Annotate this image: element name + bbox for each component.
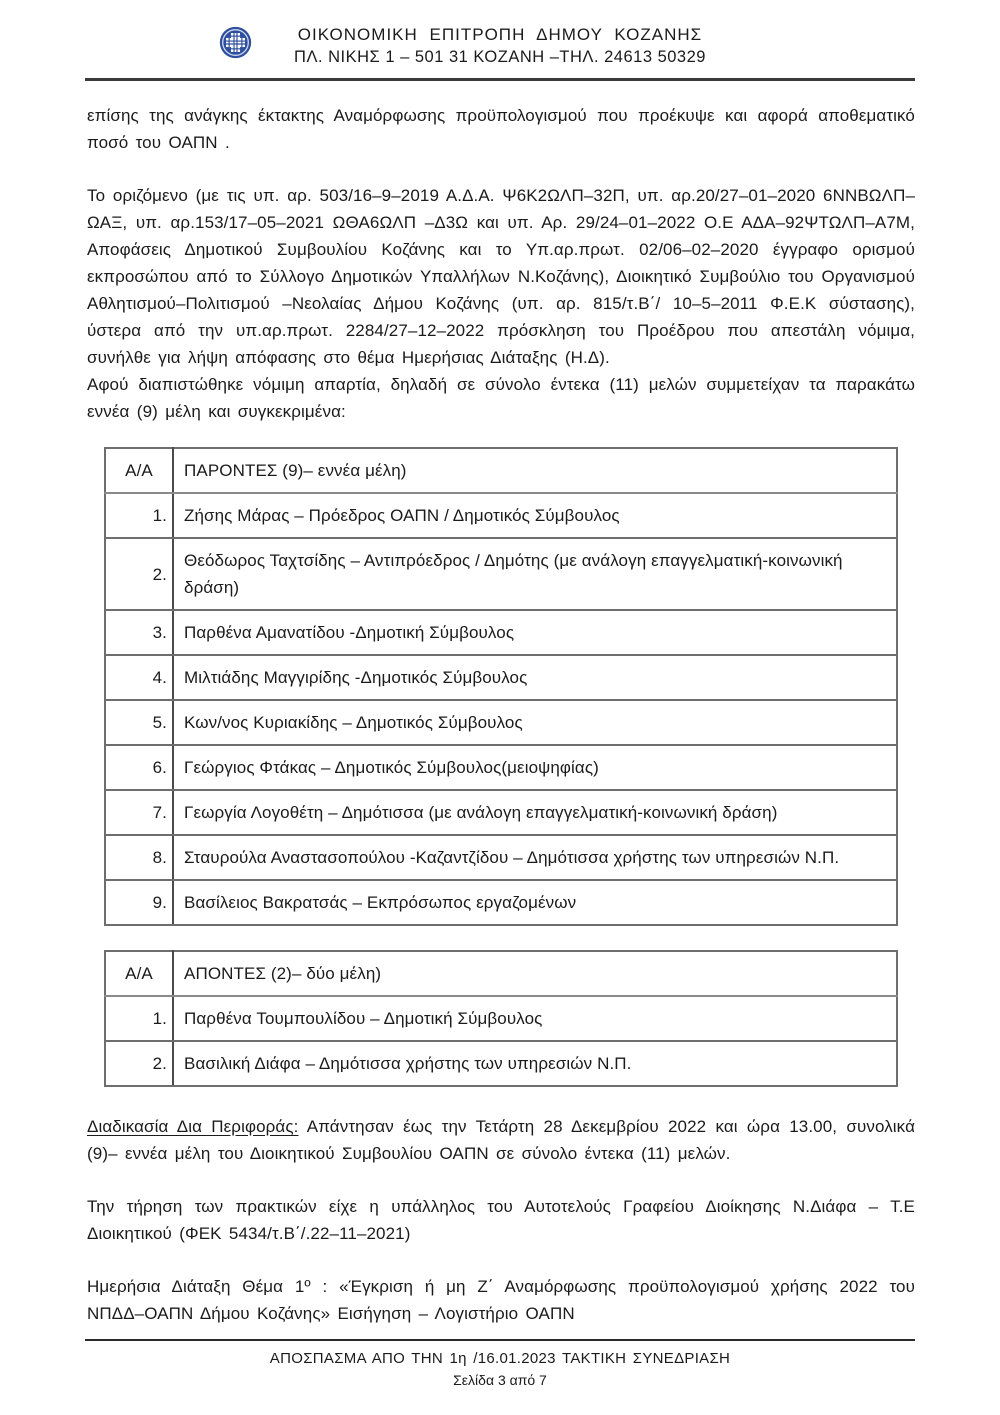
- table-row: [105, 610, 897, 655]
- member-description: Γεωργία Λογοθέτη – Δημότισσα (με ανάλογη επαγγελματική-κοινωνική δράση): [173, 790, 897, 835]
- decisions-reference-paragraph: Το οριζόμενο (με τις υπ. αρ. 503/16–9–2019 Α.Δ.Α. Ψ6Κ2ΩΛΠ–32Π, υπ. αρ.20/27–01–2020 6ΝΝΒΩΛΠ–ΩΑΞ, υπ. αρ.153/17–05–2021 ΩΘΑ6ΩΛΠ –Δ3Ω και υπ. Αρ. 29/24–01–2022 Ο.Ε ΑΔΑ–92ΨΤΩΛΠ–Α7Μ, Αποφάσεις Δημοτικού Συμβουλίου Κοζάνης και το Υπ.αρ.πρωτ. 02/06–02–2020 έγγραφο ορισμού εκπροσώπου από το Σύλλογο Δημοτικών Υπαλλήλων Ν.Κοζάνης), Διοικητικό Συμβούλιο του Οργανισμού Αθλητισμού–Πολιτισμού –Νεολαίας Δήμου Κοζάνης (υπ. αρ. 815/τ.Β΄/ 10–5–2011 Φ.Ε.Κ σύστασης), ύστερα από την υπ.αρ.πρωτ. 2284/27–12–2022 πρόσκληση του Προέδρου που απεστάλη νόμιμα, συνήλθε για λήψη απόφασης στο θέμα Ημερήσιας Διάταξης (Η.Δ).: [87, 186, 915, 367]
- procedure-details: Απάντησαν έως την Τετάρτη 28 Δεκεμβρίου 2022 και ώρα 13.00, συνολικά (9)– εννέα μέλη του Διοικητικού Συμβουλίου ΟΑΠΝ σε σύνολο έντεκα (11) μελών.: [87, 1117, 915, 1163]
- table-row: [105, 538, 897, 610]
- absent-members-table: [104, 950, 898, 1087]
- procedure-lead-label: Διαδικασία Δια Περιφοράς:: [87, 1117, 299, 1136]
- agenda-item-paragraph: Ημερήσια Διάταξη Θέμα 1º : «Έγκριση ή μη Ζ΄ Αναμόρφωσης προϋπολογισμού χρήσης 2022 του ΝΠΔΔ–ΟΑΠΝ Δήμου Κοζάνης» Εισήγηση – Λογιστήριο ΟΑΠΝ: [87, 1277, 915, 1323]
- row-number: 8.: [105, 835, 173, 880]
- present-members-table: [104, 447, 898, 926]
- document-body: [87, 102, 915, 1327]
- column-header-aa: Α/Α: [105, 448, 173, 493]
- table-row: [105, 996, 897, 1041]
- row-number: 2.: [105, 1041, 173, 1086]
- member-description: Παρθένα Αμανατίδου -Δημοτική Σύμβουλος: [173, 610, 897, 655]
- row-number: 9.: [105, 880, 173, 925]
- member-description: Μιλτιάδης Μαγγιρίδης -Δημοτικός Σύμβουλος: [173, 655, 897, 700]
- document-header: [85, 0, 915, 81]
- member-description: Παρθένα Τουμπουλίδου – Δημοτική Σύμβουλος: [173, 996, 897, 1041]
- row-number: 3.: [105, 610, 173, 655]
- member-description: Γεώργιος Φτάκας – Δημοτικός Σύμβουλος(μειοψηφίας): [173, 745, 897, 790]
- table-row: [105, 880, 897, 925]
- table-row: [105, 700, 897, 745]
- table-row: [105, 655, 897, 700]
- table-row: [105, 835, 897, 880]
- minutes-keeper-paragraph: Την τήρηση των πρακτικών είχε η υπάλληλος του Αυτοτελούς Γραφείου Διοίκησης Ν.Διάφα – Τ.Ε Διοικητικού (ΦΕΚ 5434/τ.Β΄/.22–11–2021): [87, 1197, 915, 1243]
- procedure-paragraph: [87, 1113, 915, 1167]
- member-description: Βασίλειος Βακρατσάς – Εκπρόσωπος εργαζομένων: [173, 880, 897, 925]
- table-row: [105, 790, 897, 835]
- member-description: Βασιλική Διάφα – Δημότισσα χρήστης των υπηρεσιών Ν.Π.: [173, 1041, 897, 1086]
- row-number: 6.: [105, 745, 173, 790]
- column-header-title: ΠΑΡΟΝΤΕΣ (9)– εννέα μέλη): [173, 448, 897, 493]
- intro-paragraph: επίσης της ανάγκης έκτακτης Αναμόρφωσης προϋπολογισμού που προέκυψε και αφορά αποθεματικό ποσό του ΟΑΠΝ .: [87, 106, 915, 152]
- member-description: Θεόδωρος Ταχτσίδης – Αντιπρόεδρος / Δημότης (με ανάλογη επαγγελματική-κοινωνική δράση): [173, 538, 897, 610]
- municipality-emblem-icon: [219, 26, 252, 59]
- committee-title: ΟΙΚΟΝΟΜΙΚΗ ΕΠΙΤΡΟΠΗ ΔΗΜΟΥ ΚΟΖΑΝΗΣ: [297, 25, 703, 44]
- row-number: 1.: [105, 493, 173, 538]
- member-description: Σταυρούλα Αναστασοπούλου -Καζαντζίδου – Δημότισσα χρήστης των υπηρεσιών Ν.Π.: [173, 835, 897, 880]
- row-number: 7.: [105, 790, 173, 835]
- member-description: Κων/νος Κυριακίδης – Δημοτικός Σύμβουλος: [173, 700, 897, 745]
- row-number: 1.: [105, 996, 173, 1041]
- row-number: 4.: [105, 655, 173, 700]
- column-header-aa: Α/Α: [105, 951, 173, 996]
- row-number: 2.: [105, 538, 173, 610]
- table-header-row: [105, 951, 897, 996]
- member-description: Ζήσης Μάρας – Πρόεδρος ΟΑΠΝ / Δημοτικός Σύμβουλος: [173, 493, 897, 538]
- page-number: Σελίδα 3 από 7: [453, 1372, 547, 1388]
- table-row: [105, 493, 897, 538]
- column-header-title: ΑΠΟΝΤΕΣ (2)– δύο μέλη): [173, 951, 897, 996]
- session-reference: ΑΠΟΣΠΑΣΜΑ ΑΠΟ ΤΗΝ 1η /16.01.2023 ΤΑΚΤΙΚΗ ΣΥΝΕΔΡΙΑΣΗ: [269, 1350, 731, 1367]
- quorum-paragraph: Αφού διαπιστώθηκε νόμιμη απαρτία, δηλαδή σε σύνολο έντεκα (11) μελών συμμετείχαν τα παρακάτω εννέα (9) μέλη και συγκεκριμένα:: [87, 375, 915, 421]
- committee-address: ΠΛ. ΝΙΚΗΣ 1 – 501 31 ΚΟΖΑΝΗ –ΤΗΛ. 24613 50329: [294, 48, 706, 66]
- document-footer: [85, 1339, 915, 1391]
- row-number: 5.: [105, 700, 173, 745]
- table-row: [105, 1041, 897, 1086]
- table-header-row: [105, 448, 897, 493]
- table-row: [105, 745, 897, 790]
